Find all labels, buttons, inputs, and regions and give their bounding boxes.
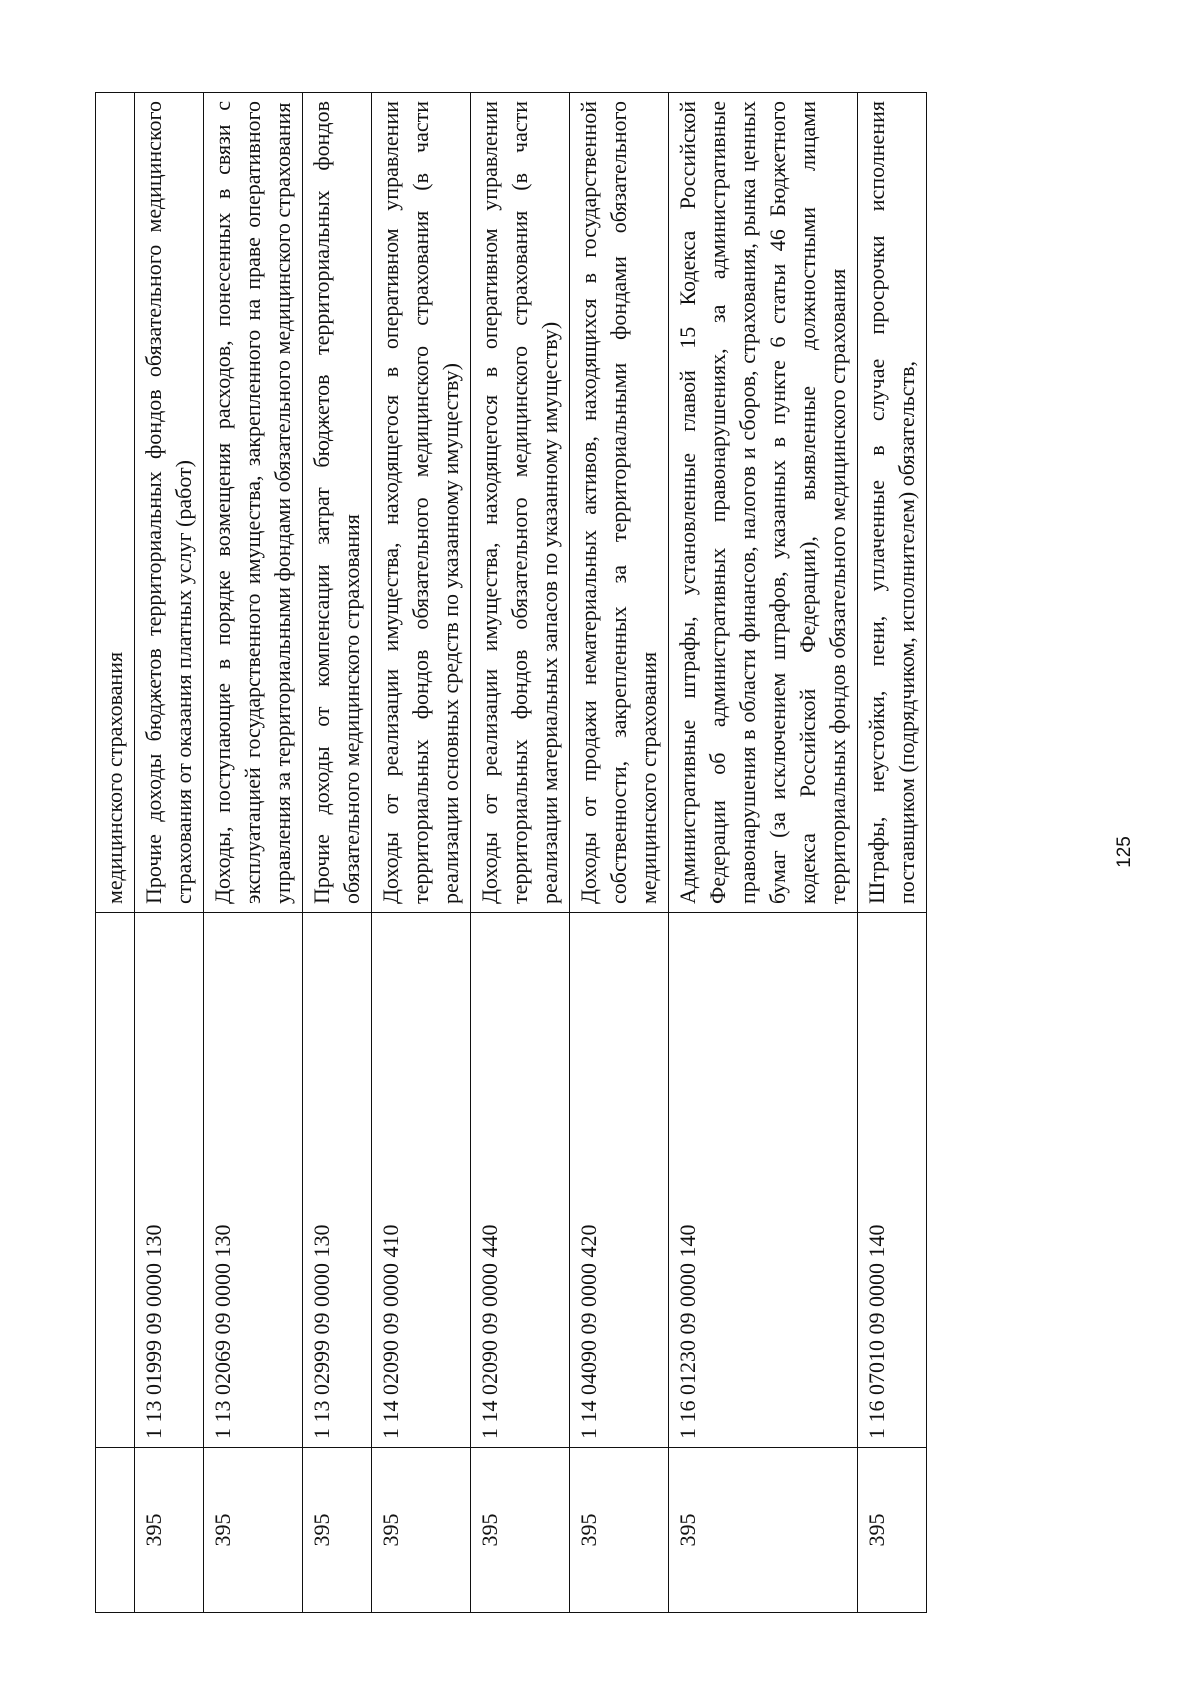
budget-code-cell: 1 13 01999 09 0000 130 bbox=[135, 913, 204, 1448]
table-body bbox=[96, 93, 927, 1613]
page-number: 125 bbox=[1114, 836, 1135, 868]
description-cell: Штрафы, неустойки, пени, уплаченные в случае просрочки исполнения поставщиком (подрядчиком, исполнителем) обязательств, bbox=[858, 93, 927, 913]
admin-code-cell: 395 bbox=[372, 1448, 471, 1613]
admin-code-cell: 395 bbox=[135, 1448, 204, 1613]
admin-code-cell: 395 bbox=[858, 1448, 927, 1613]
table-row bbox=[471, 93, 570, 1613]
description-cell: Административные штрафы, установленные главой 15 Кодекса Российской Федерации об административных правонарушениях, за административные правонарушения в области финансов, налогов и сборов, страхования, рынка ценных бумаг (за исключением штрафов, указанных в пункте 6 статьи 46 Бюджетного кодекса Российской Федерации), выявленные должностными лицами территориальных фондов обязательного медицинского страхования bbox=[669, 93, 858, 913]
table-row bbox=[858, 93, 927, 1613]
admin-code-cell: 395 bbox=[669, 1448, 858, 1613]
table-row bbox=[570, 93, 669, 1613]
budget-code-cell: 1 14 04090 09 0000 420 bbox=[570, 913, 669, 1448]
rotated-content bbox=[95, 93, 1190, 1613]
description-cell: Прочие доходы от компенсации затрат бюджетов территориальных фондов обязательного медицинского страхования bbox=[303, 93, 372, 913]
description-cell: Доходы от реализации имущества, находящегося в оперативном управлении территориальных фондов обязательного медицинского страхования (в части реализации материальных запасов по указанному имуществу) bbox=[471, 93, 570, 913]
budget-code-cell: 1 13 02999 09 0000 130 bbox=[303, 913, 372, 1448]
budget-classification-table bbox=[95, 92, 927, 1613]
budget-code-cell: 1 13 02069 09 0000 130 bbox=[204, 913, 303, 1448]
table-row bbox=[303, 93, 372, 1613]
budget-code-cell: 1 16 07010 09 0000 140 bbox=[858, 913, 927, 1448]
budget-code-cell: 1 14 02090 09 0000 410 bbox=[372, 913, 471, 1448]
table-row bbox=[96, 93, 135, 1613]
budget-code-cell: 1 14 02090 09 0000 440 bbox=[471, 913, 570, 1448]
description-cell: медицинского страхования bbox=[96, 93, 135, 913]
table-row bbox=[372, 93, 471, 1613]
description-cell: Прочие доходы бюджетов территориальных фондов обязательного медицинского страхования от оказания платных услуг (работ) bbox=[135, 93, 204, 913]
budget-code-cell bbox=[96, 913, 135, 1448]
admin-code-cell: 395 bbox=[570, 1448, 669, 1613]
description-cell: Доходы от продажи нематериальных активов, находящихся в государственной собственности, закрепленных за территориальными фондами обязательного медицинского страхования bbox=[570, 93, 669, 913]
budget-code-cell: 1 16 01230 09 0000 140 bbox=[669, 913, 858, 1448]
description-cell: Доходы от реализации имущества, находящегося в оперативном управлении территориальных фондов обязательного медицинского страхования (в части реализации основных средств по указанному имуществу) bbox=[372, 93, 471, 913]
admin-code-cell: 395 bbox=[471, 1448, 570, 1613]
admin-code-cell: 395 bbox=[303, 1448, 372, 1613]
description-cell: Доходы, поступающие в порядке возмещения расходов, понесенных в связи с эксплуатацией государственного имущества, закрепленного на праве оперативного управления за территориальными фондами обязательного медицинского страхования bbox=[204, 93, 303, 913]
table-row bbox=[135, 93, 204, 1613]
admin-code-cell bbox=[96, 1448, 135, 1613]
admin-code-cell: 395 bbox=[204, 1448, 303, 1613]
table-row bbox=[669, 93, 858, 1613]
table-row bbox=[204, 93, 303, 1613]
